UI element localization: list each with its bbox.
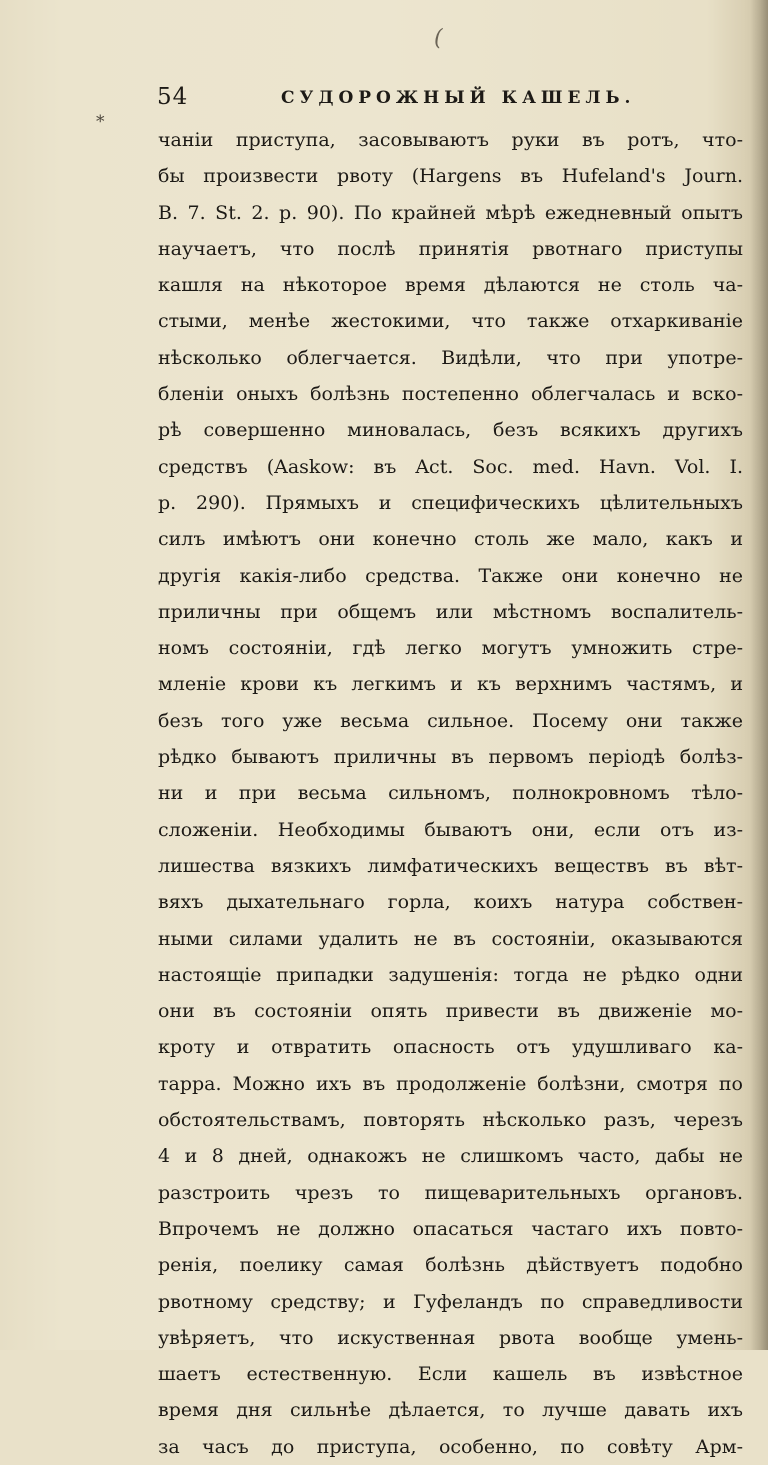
page-edge-shadow	[750, 0, 768, 1350]
text-line: рѣдко бываютъ приличны въ первомъ періодѣ болѣз-	[158, 746, 743, 769]
text-line: сложеніи. Необходимы бываютъ они, если отъ из-	[158, 818, 743, 841]
text-line: разстроить чрезъ то пищеварительныхъ органовъ.	[158, 1181, 743, 1204]
text-line: научаетъ, что послѣ принятія рвотнаго приступы	[158, 237, 743, 260]
body-text	[158, 122, 743, 1465]
text-line: чаніи приступа, засовываютъ руки въ ротъ, что-	[158, 129, 743, 151]
top-mark: (	[434, 26, 443, 51]
text-line: увѣряетъ, что искуственная рвота вообще умень-	[158, 1326, 743, 1349]
text-line: обстоятельствамъ, повторять нѣсколько разъ, черезъ	[158, 1109, 743, 1132]
text-line: они въ состояніи опять привести въ движеніе мо-	[158, 1000, 743, 1023]
text-line: 4 и 8 дней, однакожъ не слишкомъ часто, дабы не	[158, 1145, 743, 1168]
text-line: кашля на нѣкоторое время дѣлаются не столь ча-	[158, 274, 743, 297]
text-line: за часъ до приступа, особенно, по совѣту Арм-	[158, 1435, 743, 1458]
text-line: рѣ совершенно миновалась, безъ всякихъ другихъ	[158, 419, 743, 442]
text-line: другія какія-либо средства. Также они конечно не	[158, 564, 743, 587]
text-line: силъ имѣютъ они конечно столь же мало, какъ и	[158, 528, 743, 551]
text-line: ными силами удалить не въ состояніи, оказываются	[158, 927, 743, 950]
page-number: 54	[157, 84, 189, 110]
text-line: бы произвести рвоту (Hargens въ Hufeland's Journ.	[158, 165, 743, 188]
text-line: Впрочемъ не должно опасаться частаго ихъ повто-	[158, 1217, 743, 1240]
page-header	[157, 84, 636, 116]
margin-mark: *	[96, 112, 105, 132]
text-line: приличны при общемъ или мѣстномъ воспалитель-	[158, 600, 743, 623]
text-line: шаетъ естественную. Если кашель въ извѣстное	[158, 1363, 743, 1386]
text-line: лишества вязкихъ лимфатическихъ веществъ въ вѣт-	[158, 854, 743, 877]
text-line: стыми, менѣе жестокими, что также отхаркиваніе	[158, 310, 743, 333]
text-line: рвотному средству; и Гуфеландъ по справедливости	[158, 1290, 743, 1313]
text-line: бленіи оныхъ болѣзнь постепенно облегчалась и вско-	[158, 383, 743, 406]
running-head: СУДОРОЖНЫЙ КАШЕЛЬ.	[281, 88, 636, 108]
text-line: ни и при весьма сильномъ, полнокровномъ тѣло-	[158, 782, 743, 805]
text-line: ренія, поелику самая болѣзнь дѣйствуетъ подобно	[158, 1254, 743, 1277]
text-line: вяхъ дыхательнаго горла, коихъ натура собствен-	[158, 891, 743, 914]
text-line: настоящіе припадки задушенія: тогда не рѣдко одни	[158, 963, 743, 986]
text-line: безъ того уже весьма сильное. Посему они также	[158, 709, 743, 732]
text-line: p. 290). Прямыхъ и специфическихъ цѣлительныхъ	[158, 491, 743, 514]
text-line: нѣсколько облегчается. Видѣли, что при употре-	[158, 346, 743, 369]
text-line: номъ состояніи, гдѣ легко могутъ умножить стре-	[158, 637, 743, 660]
text-line: время дня сильнѣе дѣлается, то лучше давать ихъ	[158, 1399, 743, 1422]
text-line: тарра. Можно ихъ въ продолженіе болѣзни, смотря по	[158, 1072, 743, 1095]
text-line: мленіе крови къ легкимъ и къ верхнимъ частямъ, и	[158, 673, 743, 696]
text-line: средствъ (Aaskow: въ Act. Soc. med. Havn. Vol. I.	[158, 455, 743, 478]
text-line: B. 7. St. 2. p. 90). По крайней мѣрѣ ежедневный опытъ	[158, 201, 743, 224]
text-line: кроту и отвратить опасность отъ удушливаго ка-	[158, 1036, 743, 1059]
